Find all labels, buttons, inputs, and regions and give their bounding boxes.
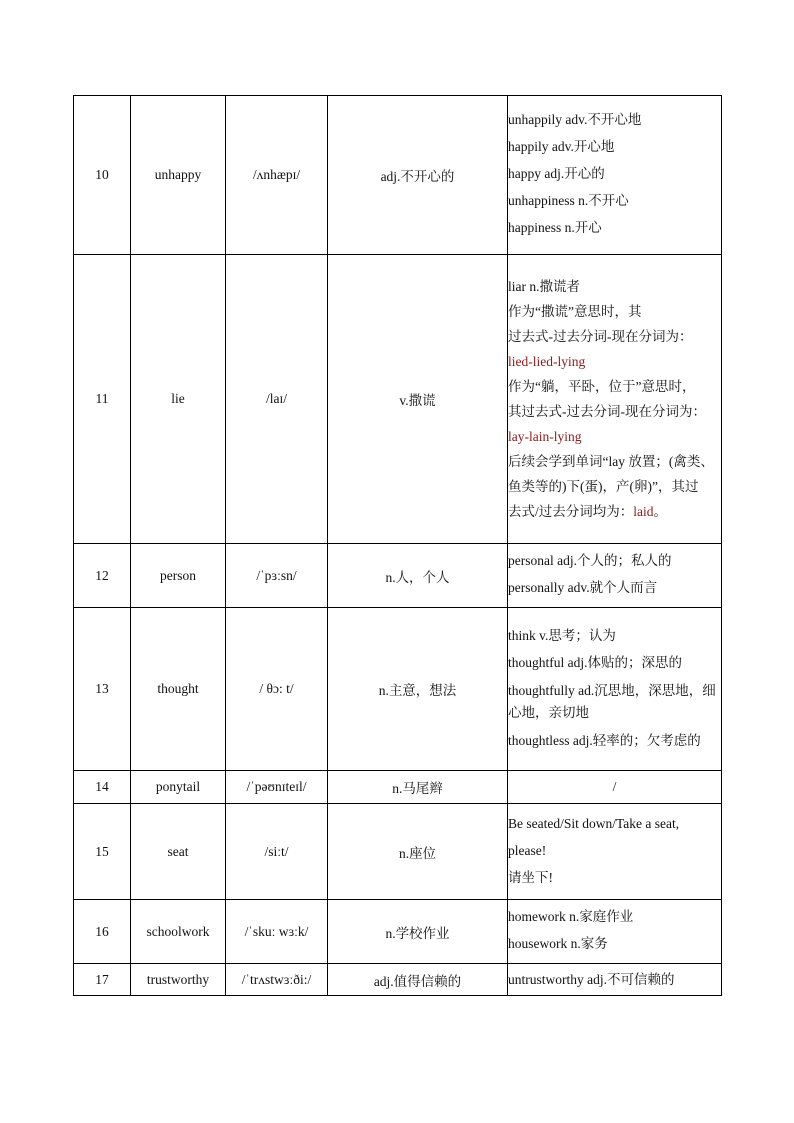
related-words bbox=[508, 608, 722, 771]
meaning: n.主意，想法 bbox=[328, 608, 508, 771]
table-row bbox=[74, 771, 722, 804]
row-number: 16 bbox=[74, 900, 131, 964]
phonetic: /siːt/ bbox=[226, 804, 328, 900]
table-row bbox=[74, 608, 722, 771]
related-word: liar n.撒谎者 bbox=[508, 279, 580, 294]
table-row bbox=[74, 804, 722, 900]
related-word: personally adv.就个人而言 bbox=[508, 580, 658, 595]
word: ponytail bbox=[131, 771, 226, 804]
verb-forms: laid bbox=[633, 504, 654, 519]
phonetic: /ˈpɜːsn/ bbox=[226, 544, 328, 608]
related-words bbox=[508, 255, 722, 544]
related-note-text: 去式/过去分词均为： bbox=[508, 504, 634, 519]
word: person bbox=[131, 544, 226, 608]
vocabulary-table bbox=[73, 95, 722, 996]
related-words bbox=[508, 96, 722, 255]
row-number: 13 bbox=[74, 608, 131, 771]
related-words bbox=[508, 544, 722, 608]
meaning: n.学校作业 bbox=[328, 900, 508, 964]
related-note: 过去式-过去分词-现在分词为： bbox=[508, 329, 693, 344]
related-word: thoughtfully ad.沉思地，深思地，细心地，亲切地 bbox=[508, 682, 716, 720]
related-words bbox=[508, 771, 722, 804]
related-words bbox=[508, 804, 722, 900]
row-number: 15 bbox=[74, 804, 131, 900]
related-note: 作为“撒谎”意思时，其 bbox=[508, 304, 642, 319]
phonetic: /ˈtrʌstwɜːði:/ bbox=[226, 964, 328, 996]
word: lie bbox=[131, 255, 226, 544]
related-note bbox=[508, 501, 721, 522]
meaning: n.座位 bbox=[328, 804, 508, 900]
related-words bbox=[508, 900, 722, 964]
related-word: happily adv.开心地 bbox=[508, 139, 615, 154]
table-row bbox=[74, 544, 722, 608]
related-word: homework n.家庭作业 bbox=[508, 909, 634, 924]
word: trustworthy bbox=[131, 964, 226, 996]
row-number: 12 bbox=[74, 544, 131, 608]
phonetic: /ˈpəʊnɪteɪl/ bbox=[226, 771, 328, 804]
related-words bbox=[508, 964, 722, 996]
related-note: 其过去式-过去分词-现在分词为： bbox=[508, 404, 706, 419]
related-note: 作为“躺，平卧，位于”意思时， bbox=[508, 379, 696, 394]
related-word: happiness n.开心 bbox=[508, 220, 602, 235]
verb-forms: lay-lain-lying bbox=[508, 429, 582, 444]
meaning: adj.值得信赖的 bbox=[328, 964, 508, 996]
related-word: untrustworthy adj.不可信赖的 bbox=[508, 972, 675, 987]
related-word: happy adj.开心的 bbox=[508, 166, 605, 181]
meaning: n.马尾辫 bbox=[328, 771, 508, 804]
phrase: please! bbox=[508, 842, 547, 858]
meaning: adj.不开心的 bbox=[328, 96, 508, 255]
word: schoolwork bbox=[131, 900, 226, 964]
row-number: 11 bbox=[74, 255, 131, 544]
related-word: personal adj.个人的；私人的 bbox=[508, 553, 672, 568]
phonetic: /ʌnhæpɪ/ bbox=[226, 96, 328, 255]
word: unhappy bbox=[131, 96, 226, 255]
meaning: v.撒谎 bbox=[328, 255, 508, 544]
related-word: unhappily adv.不开心地 bbox=[508, 112, 642, 127]
related-note: 鱼类等的)下(蛋)，产(卵)”，其过 bbox=[508, 479, 699, 494]
related-word: unhappiness n.不开心 bbox=[508, 193, 629, 208]
phrase: Be seated/Sit down/Take a seat, bbox=[508, 815, 680, 831]
related-word: thoughtless adj.轻率的；欠考虑的 bbox=[508, 732, 701, 748]
empty-placeholder: / bbox=[612, 779, 617, 794]
row-number: 10 bbox=[74, 96, 131, 255]
table-row bbox=[74, 900, 722, 964]
row-number: 14 bbox=[74, 771, 131, 804]
verb-forms: lied-lied-lying bbox=[508, 354, 586, 369]
table-row bbox=[74, 255, 722, 544]
related-word: housework n.家务 bbox=[508, 936, 608, 951]
table-row bbox=[74, 964, 722, 996]
phrase-translation: 请坐下! bbox=[508, 869, 553, 885]
phonetic: / θɔ: t/ bbox=[226, 608, 328, 771]
punctuation: 。 bbox=[653, 504, 668, 519]
word: seat bbox=[131, 804, 226, 900]
phonetic: /ˈskuː wɜːk/ bbox=[226, 900, 328, 964]
related-note: 后续会学到单词“lay 放置；(禽类、 bbox=[508, 454, 714, 469]
table-row bbox=[74, 96, 722, 255]
related-word: thoughtful adj.体贴的；深思的 bbox=[508, 654, 682, 670]
related-word: think v.思考；认为 bbox=[508, 627, 616, 643]
word: thought bbox=[131, 608, 226, 771]
phonetic: /laɪ/ bbox=[226, 255, 328, 544]
meaning: n.人，个人 bbox=[328, 544, 508, 608]
row-number: 17 bbox=[74, 964, 131, 996]
